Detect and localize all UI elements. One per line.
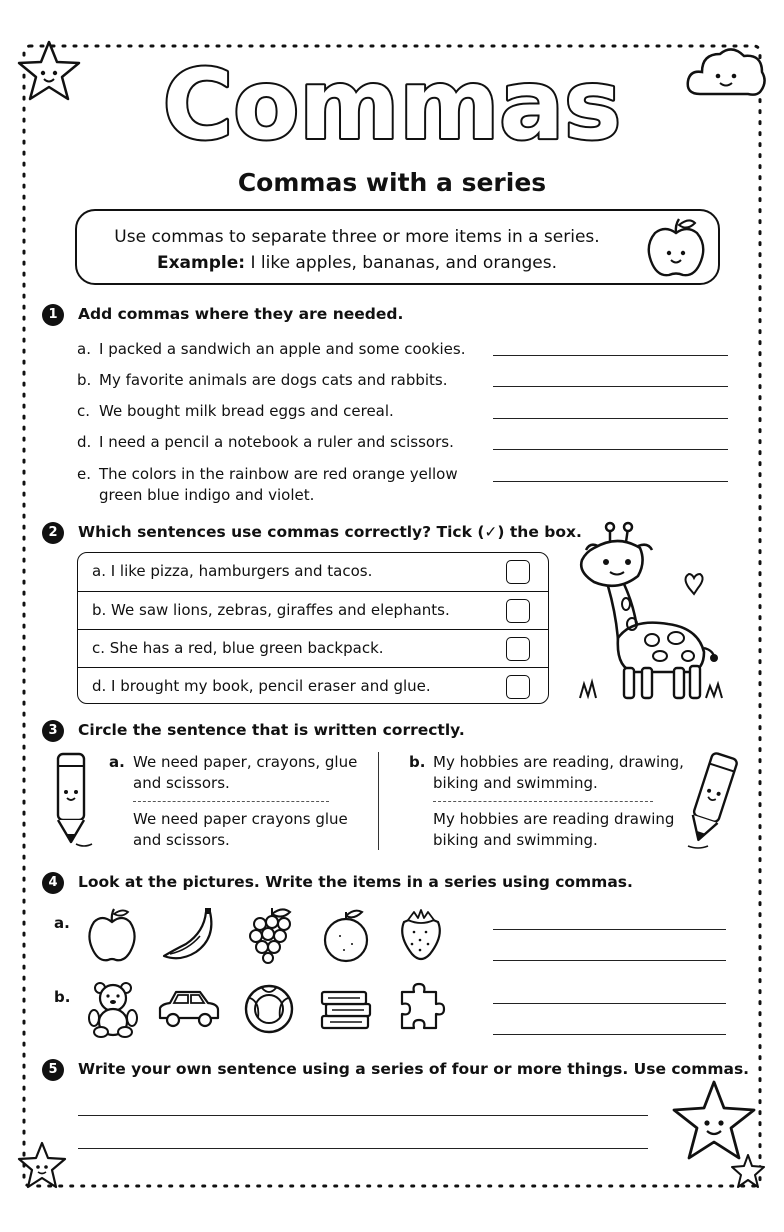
apple-face-icon (643, 215, 709, 281)
grapes-icon (246, 906, 298, 964)
q3-letter-b: b. (409, 753, 426, 771)
question-2-number: 2 (42, 522, 64, 544)
tick-row: c. She has a red, blue green backpack. (78, 629, 548, 667)
page-title (0, 52, 784, 166)
tick-row: d. I brought my book, pencil eraser and glue. (78, 667, 548, 704)
answer-line-d[interactable] (493, 449, 728, 450)
pencil-face-left-icon (46, 746, 98, 850)
answer-line-q4a-1[interactable] (493, 929, 726, 930)
example-text: I like apples, bananas, and oranges. (245, 253, 558, 273)
q3-option-a2-line2[interactable]: and scissors. (133, 831, 230, 849)
q3-option-b1-line2[interactable]: biking and swimming. (433, 774, 598, 792)
tick-row: a. I like pizza, hamburgers and tacos. (78, 553, 548, 591)
question-4-prompt: Look at the pictures. Write the items in a series using commas. (78, 873, 633, 891)
tick-row: b. We saw lions, zebras, giraffes and elephants. (78, 591, 548, 629)
question-5-prompt: Write your own sentence using a series of four or more things. Use commas. (78, 1060, 750, 1078)
giraffe-icon (572, 520, 732, 710)
checkbox-c[interactable] (506, 637, 530, 661)
books-icon (318, 986, 374, 1034)
answer-line-q5-1[interactable] (78, 1115, 648, 1116)
q3-option-a1-line2[interactable]: and scissors. (133, 774, 230, 792)
apple-icon (86, 906, 138, 964)
puzzle-piece-icon (396, 982, 446, 1036)
q3-option-b1-line1[interactable]: My hobbies are reading, drawing, (433, 753, 684, 771)
question-3-number: 3 (42, 720, 64, 742)
q1-item-d: d. I need a pencil a notebook a ruler and scissors. (77, 433, 454, 451)
q3-column-separator (378, 752, 379, 850)
q3-option-a2-line1[interactable]: We need paper crayons glue (133, 810, 348, 828)
teddy-bear-icon (86, 980, 140, 1038)
answer-line-c[interactable] (493, 418, 728, 419)
question-5-number: 5 (42, 1059, 64, 1081)
question-4-number: 4 (42, 872, 64, 894)
question-2-prompt: Which sentences use commas correctly? Tick (✓) the box. (78, 523, 582, 541)
q4-row-a-label: a. (54, 914, 70, 932)
answer-line-q4b-2[interactable] (493, 1034, 726, 1035)
orange-icon (320, 906, 372, 964)
rule-text: Use commas to separate three or more items in a series. (114, 227, 600, 247)
checkbox-a[interactable] (506, 560, 530, 584)
question-1-prompt: Add commas where they are needed. (78, 305, 404, 323)
ball-icon (242, 982, 296, 1036)
q3-divider-a (133, 801, 329, 802)
banana-icon (160, 906, 220, 964)
example-label: Example: (156, 253, 246, 273)
q4-row-b-label: b. (54, 988, 71, 1006)
answer-line-q4a-2[interactable] (493, 960, 726, 961)
answer-line-q5-2[interactable] (78, 1148, 648, 1149)
answer-line-q4b-1[interactable] (493, 1003, 726, 1004)
q1-item-c: c. We bought milk bread eggs and cereal. (77, 402, 394, 420)
answer-line-b[interactable] (493, 386, 728, 387)
q1-item-a: a. I packed a sandwich an apple and some cookies. (77, 340, 466, 358)
q3-option-b2-line2[interactable]: biking and swimming. (433, 831, 598, 849)
question-3-prompt: Circle the sentence that is written correctly. (78, 721, 465, 739)
q3-letter-a: a. (109, 753, 125, 771)
strawberry-icon (398, 906, 444, 964)
q1-item-b: b. My favorite animals are dogs cats and rabbits. (77, 371, 448, 389)
checkbox-d[interactable] (506, 675, 530, 699)
answer-line-a[interactable] (493, 355, 728, 356)
toy-car-icon (156, 986, 222, 1032)
q1-item-e-line2: green blue indigo and violet. (99, 486, 315, 504)
page-subtitle: Commas with a series (237, 168, 547, 197)
checkbox-b[interactable] (506, 599, 530, 623)
rule-box (75, 209, 720, 285)
q3-divider-b (433, 801, 653, 802)
pencil-face-right-icon (684, 746, 740, 856)
page-title-text: Commas (162, 52, 622, 161)
star-face-bottom-left-icon (14, 1140, 70, 1192)
question-1-number: 1 (42, 304, 64, 326)
q3-option-a1-line1[interactable]: We need paper, crayons, glue (133, 753, 358, 771)
small-star-icon (728, 1152, 768, 1192)
q3-option-b2-line1[interactable]: My hobbies are reading drawing (433, 810, 675, 828)
rule-example (77, 253, 637, 273)
tick-table (77, 552, 549, 704)
answer-line-e[interactable] (493, 481, 728, 482)
q1-item-e: e. The colors in the rainbow are red orange yellow (77, 465, 458, 483)
